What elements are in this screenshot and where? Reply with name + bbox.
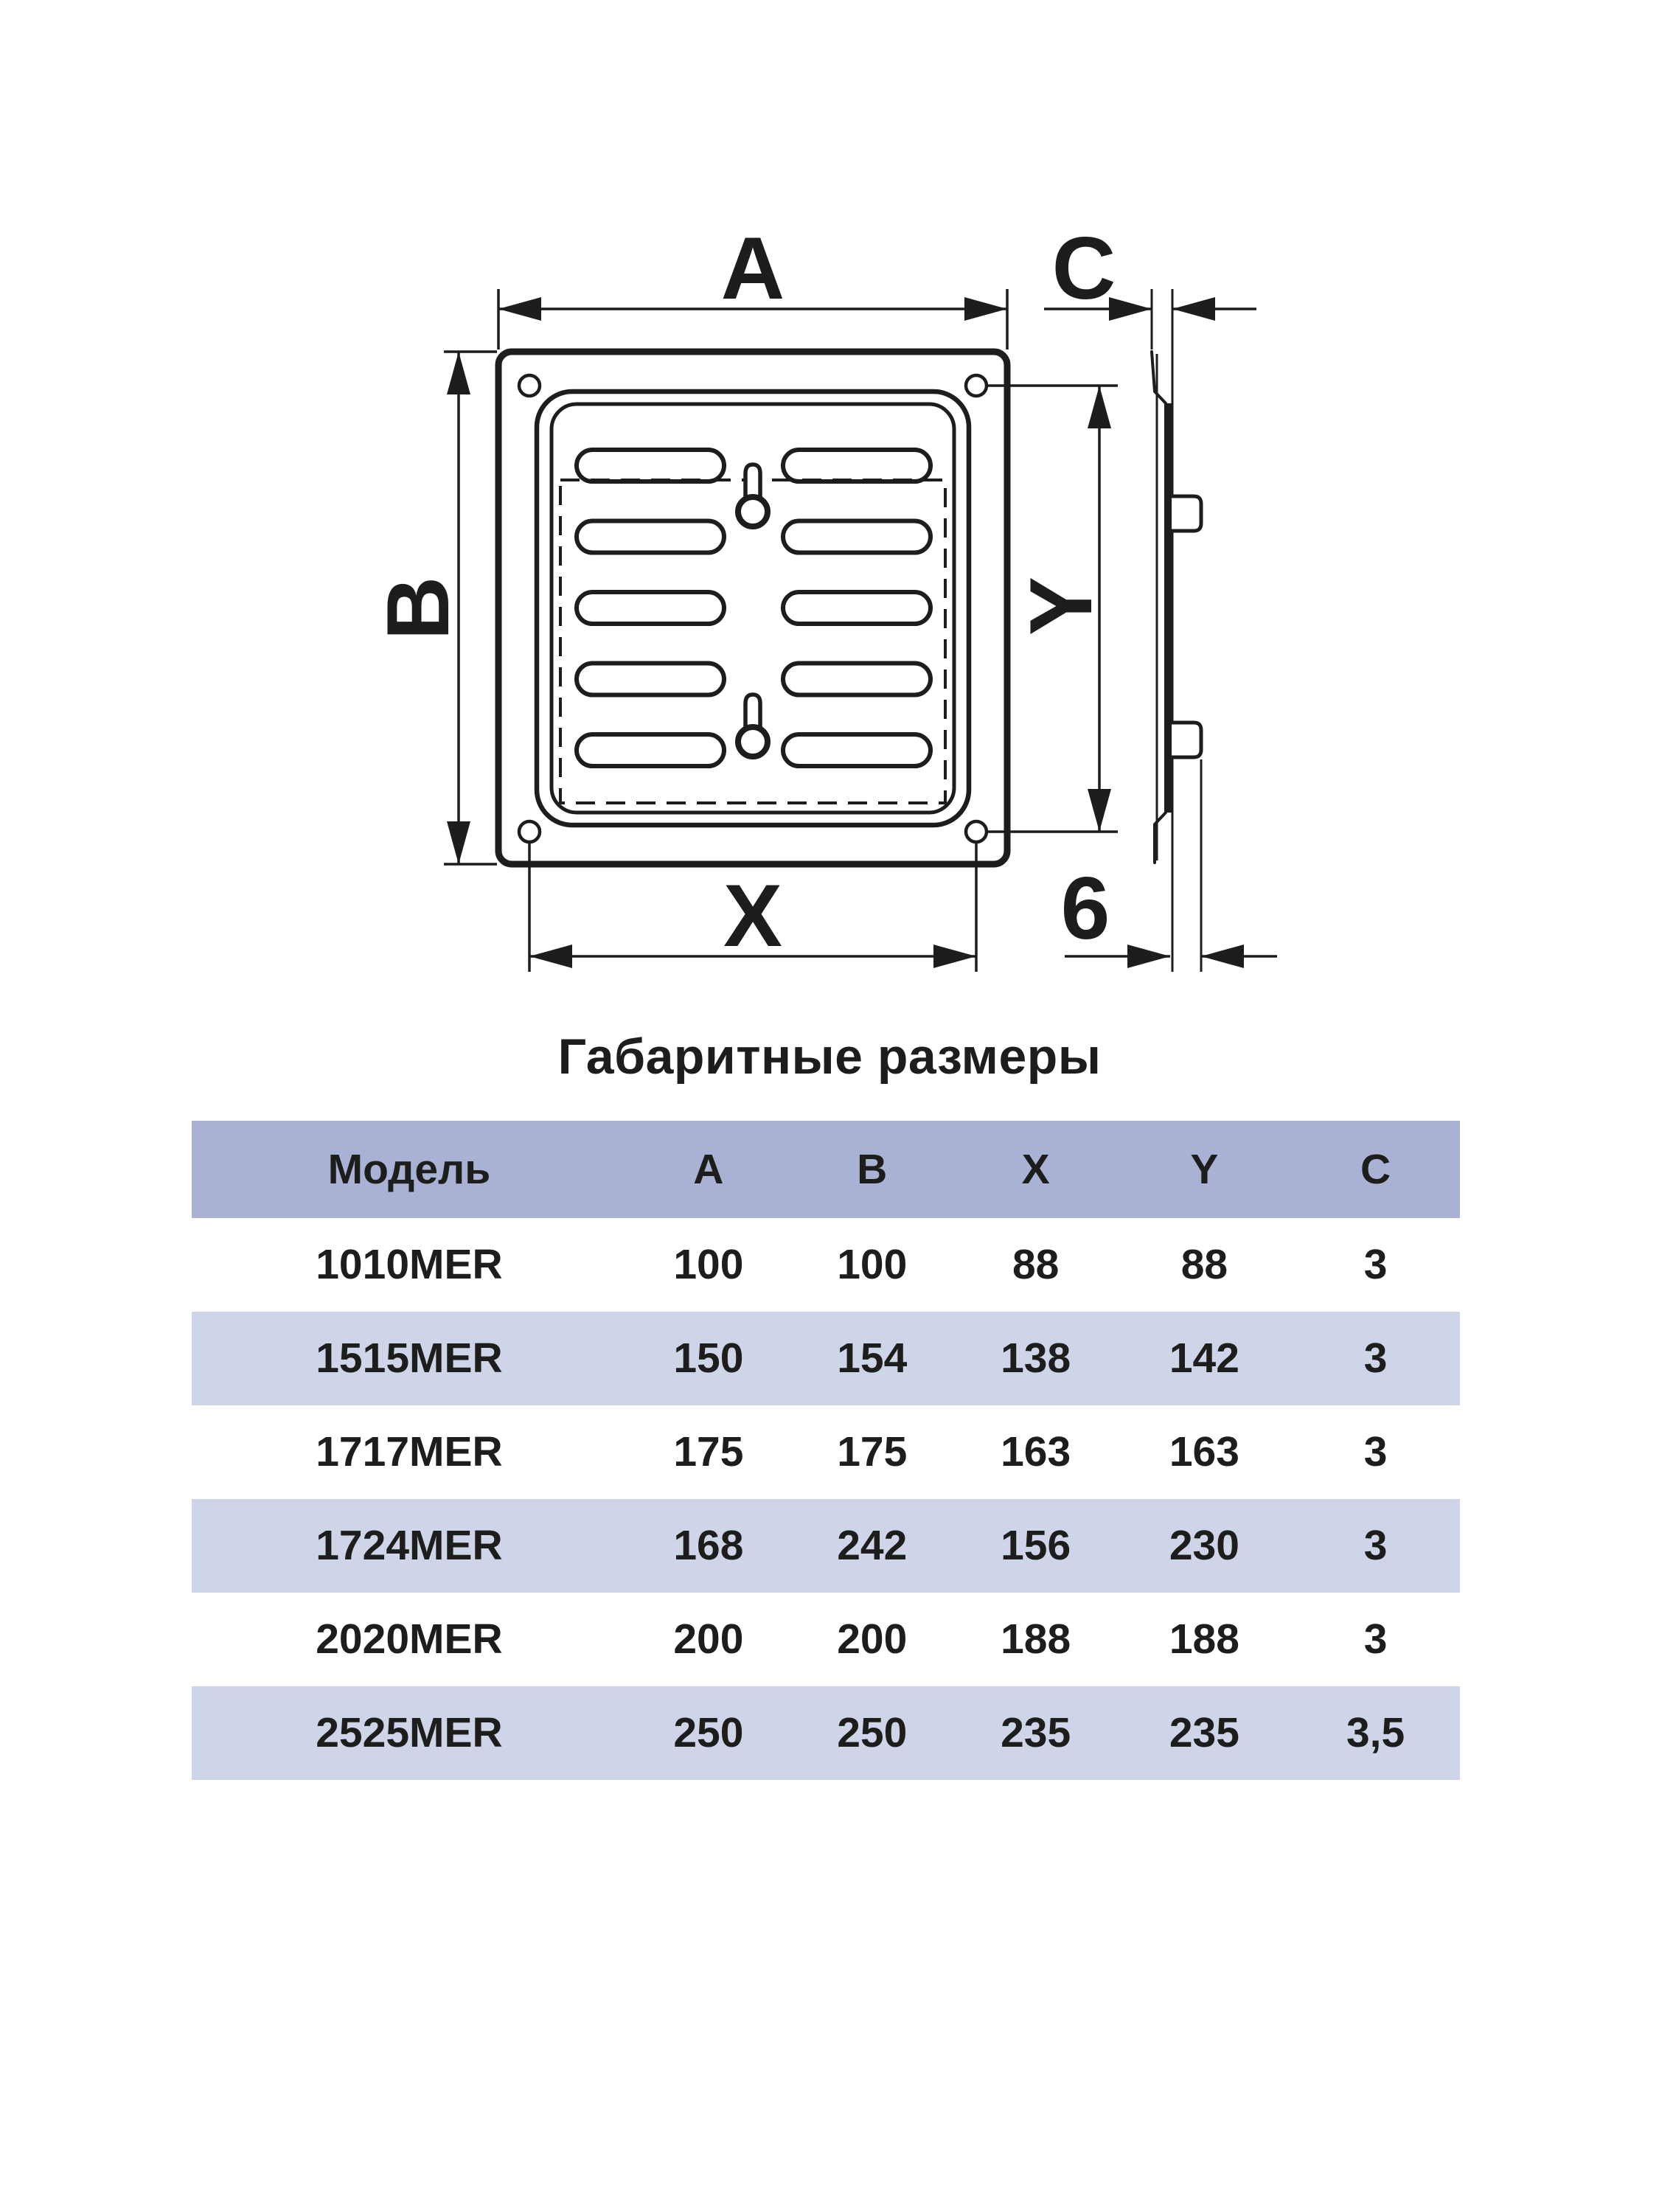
side-tab-upper bbox=[1172, 496, 1201, 531]
model-cell: 1717MER bbox=[316, 1428, 503, 1475]
corner-hole bbox=[966, 375, 987, 396]
col-header-c: C bbox=[1360, 1145, 1391, 1193]
dimensions-table bbox=[192, 1121, 1460, 1780]
value-cell: 3 bbox=[1363, 1615, 1388, 1663]
model-cell: 1010MER bbox=[316, 1241, 503, 1288]
value-cell: 3 bbox=[1363, 1241, 1388, 1288]
table-row bbox=[192, 1312, 1460, 1405]
value-cell: 175 bbox=[837, 1428, 908, 1475]
value-cell: 235 bbox=[1001, 1709, 1071, 1756]
value-cell: 230 bbox=[1169, 1522, 1239, 1569]
value-cell: 200 bbox=[673, 1615, 744, 1663]
value-cell: 163 bbox=[1001, 1428, 1071, 1475]
col-header-x: X bbox=[1021, 1145, 1050, 1193]
keyhole-mount-lower bbox=[738, 695, 768, 757]
corner-hole bbox=[966, 821, 987, 842]
dim-label-y: Y bbox=[1012, 576, 1110, 636]
side-view bbox=[1152, 289, 1201, 972]
value-cell: 3,5 bbox=[1346, 1709, 1405, 1756]
value-cell: 3 bbox=[1363, 1335, 1388, 1382]
model-cell: 1724MER bbox=[316, 1522, 503, 1569]
table-row bbox=[192, 1405, 1460, 1499]
table-body bbox=[192, 1218, 1460, 1780]
dim-label-b: B bbox=[369, 576, 467, 641]
front-view bbox=[498, 352, 1007, 864]
value-cell: 250 bbox=[673, 1709, 744, 1756]
value-cell: 156 bbox=[1001, 1522, 1071, 1569]
value-cell: 142 bbox=[1169, 1335, 1239, 1382]
value-cell: 235 bbox=[1169, 1709, 1239, 1756]
value-cell: 138 bbox=[1001, 1335, 1071, 1382]
value-cell: 188 bbox=[1001, 1615, 1071, 1663]
col-header-a: A bbox=[693, 1145, 724, 1193]
value-cell: 88 bbox=[1012, 1241, 1060, 1288]
col-header-b: B bbox=[857, 1145, 888, 1193]
side-tab-lower bbox=[1172, 723, 1201, 757]
technical-drawing bbox=[0, 0, 1659, 1077]
keyhole-mount-upper bbox=[738, 465, 768, 526]
col-header-y: Y bbox=[1190, 1145, 1219, 1193]
model-cell: 1515MER bbox=[316, 1335, 503, 1382]
corner-hole bbox=[519, 375, 540, 396]
value-cell: 100 bbox=[673, 1241, 744, 1288]
table-row bbox=[192, 1686, 1460, 1780]
value-cell: 88 bbox=[1180, 1241, 1228, 1288]
value-cell: 3 bbox=[1363, 1428, 1388, 1475]
table-title: Габаритные размеры bbox=[557, 1029, 1102, 1085]
value-cell: 200 bbox=[837, 1615, 908, 1663]
side-flange-front-line bbox=[1152, 352, 1166, 863]
dim-label-c: C bbox=[1051, 219, 1116, 318]
grille-panel-outer-edge bbox=[537, 392, 969, 825]
value-cell: 163 bbox=[1169, 1428, 1239, 1475]
value-cell: 3 bbox=[1363, 1522, 1388, 1569]
table-row bbox=[192, 1499, 1460, 1593]
model-cell: 2525MER bbox=[316, 1709, 503, 1756]
value-cell: 188 bbox=[1169, 1615, 1239, 1663]
value-cell: 100 bbox=[837, 1241, 908, 1288]
col-header-model: Модель bbox=[327, 1145, 491, 1193]
dim-label-x: X bbox=[723, 866, 783, 965]
value-cell: 175 bbox=[673, 1428, 744, 1475]
value-cell: 150 bbox=[673, 1335, 744, 1382]
value-cell: 242 bbox=[837, 1522, 908, 1569]
dim-label-side-depth: 6 bbox=[1060, 859, 1110, 958]
dim-label-a: A bbox=[720, 219, 785, 318]
model-cell: 2020MER bbox=[316, 1615, 503, 1663]
value-cell: 154 bbox=[837, 1335, 908, 1382]
corner-hole bbox=[519, 821, 540, 842]
value-cell: 168 bbox=[673, 1522, 744, 1569]
table-header-row bbox=[192, 1121, 1460, 1218]
table-row bbox=[192, 1218, 1460, 1312]
value-cell: 250 bbox=[837, 1709, 908, 1756]
table-row bbox=[192, 1593, 1460, 1686]
